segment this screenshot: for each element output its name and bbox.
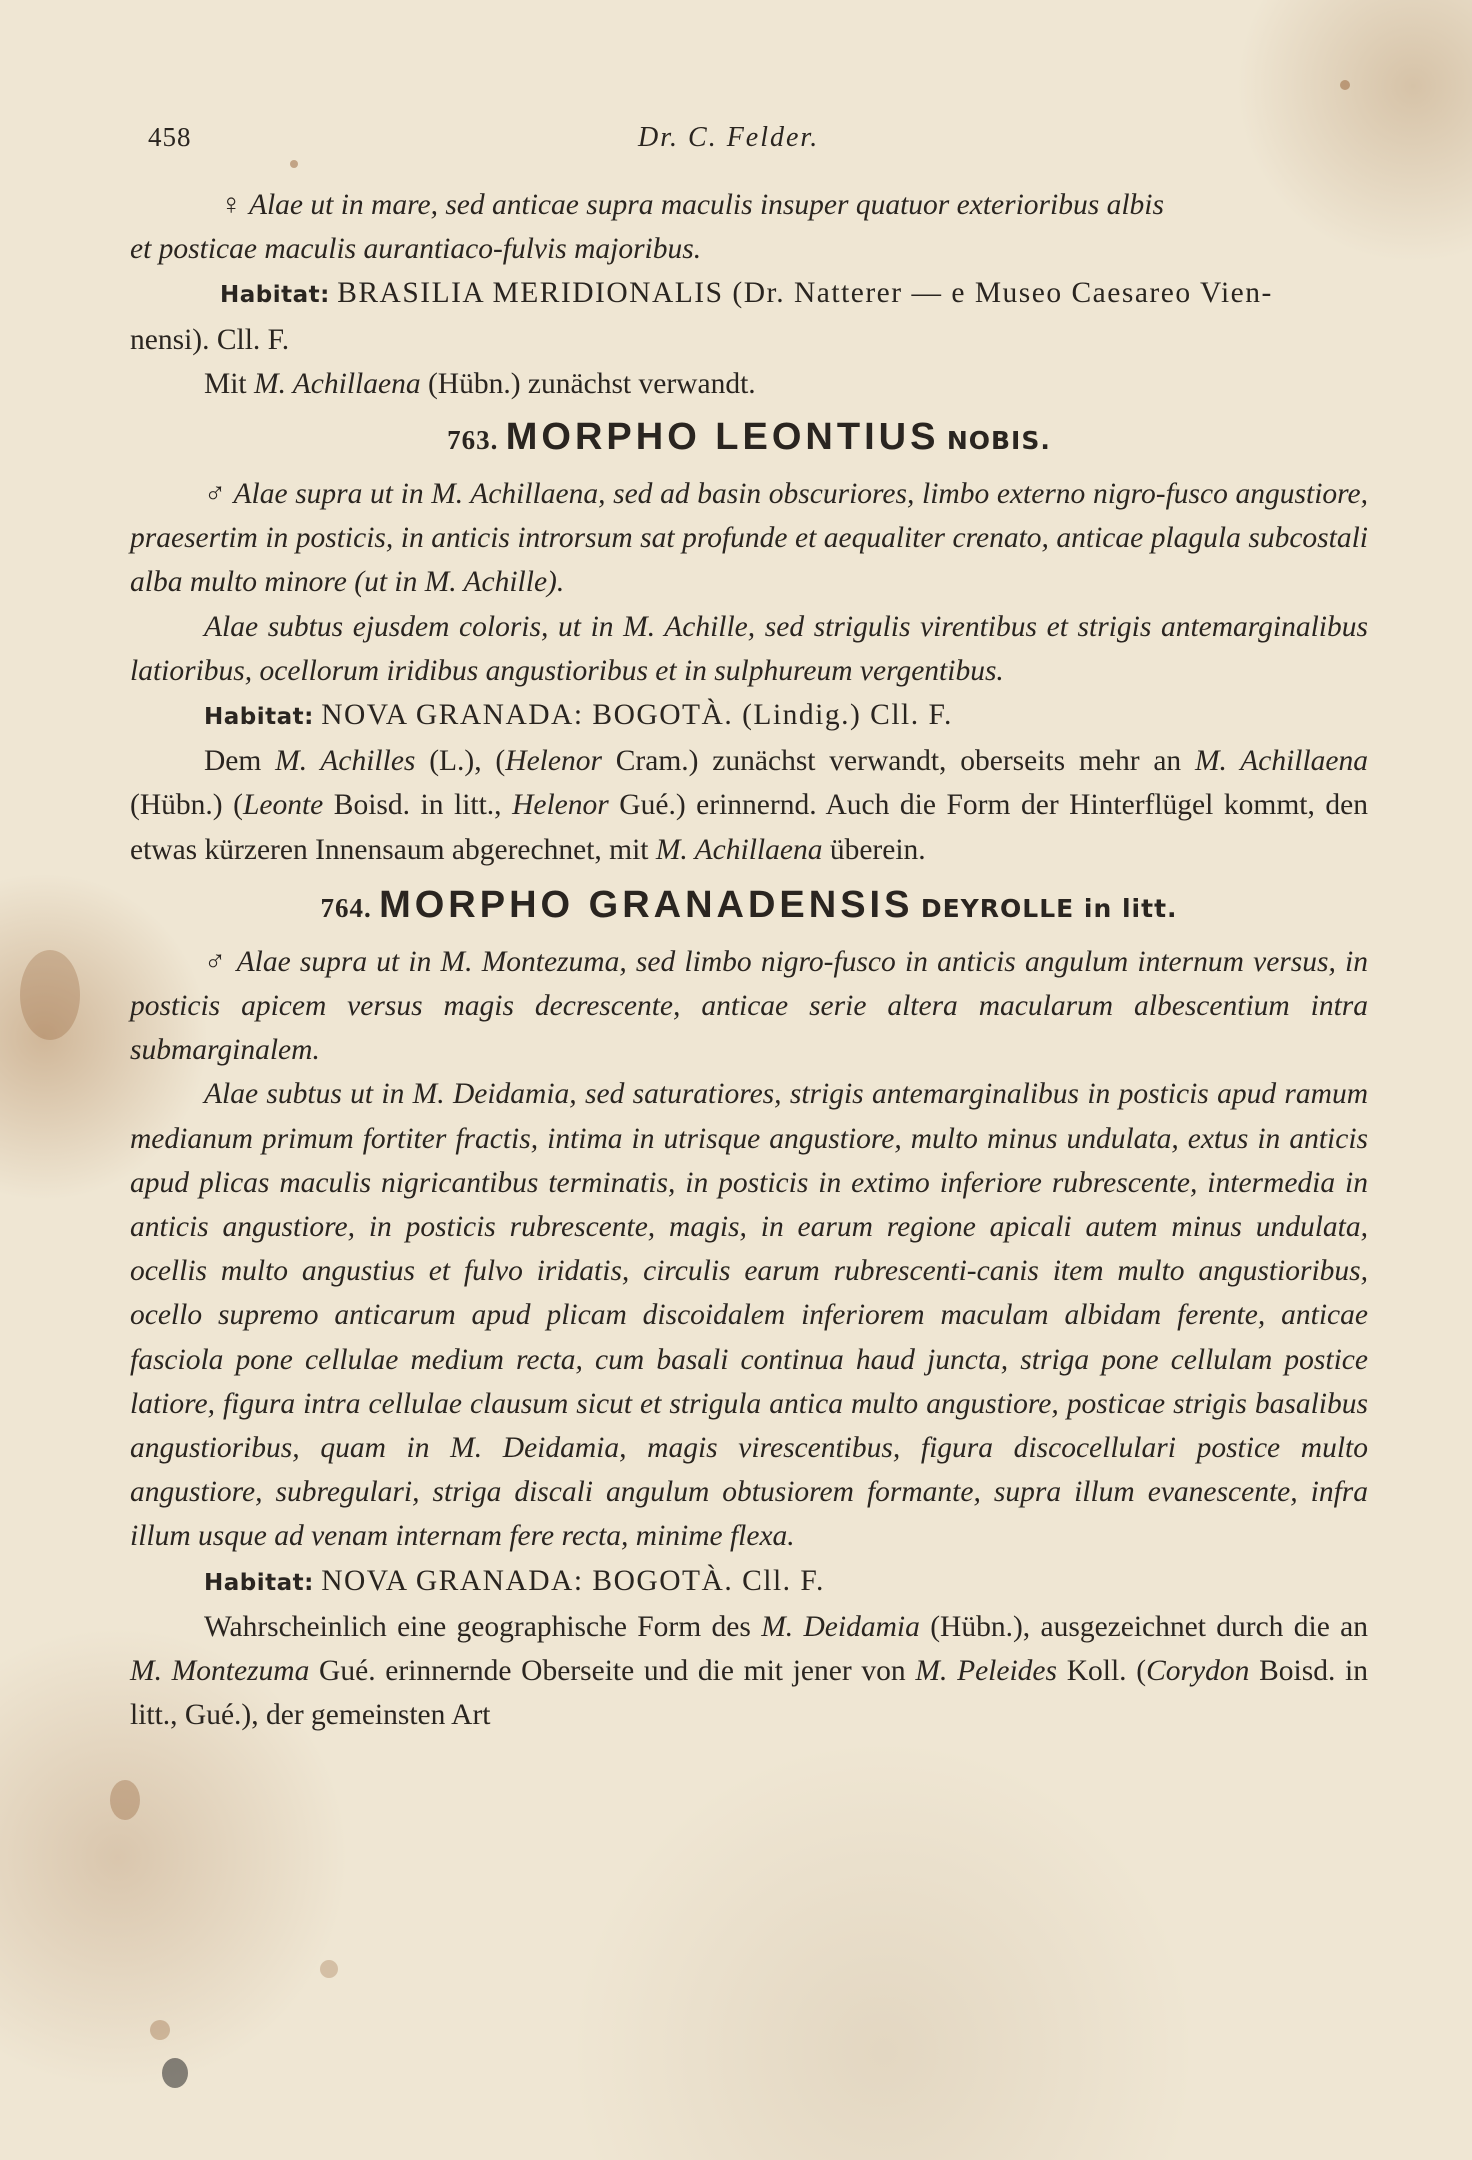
page-header bbox=[148, 122, 1338, 162]
remark-paragraph: Dem M. Achilles (L.), (Helenor Cram.) zunächst verwandt, oberseits mehr an M. Achillaena (Hübn.) (Leonte Boisd. in litt., Helenor Gué.) erinnernd. Auch die Form der Hinterflügel kommt, den etwas kürzeren Innensaum abgerechnet, mit M. Achillaena überein. bbox=[130, 745, 1368, 866]
habitat-line: Habitat: BRASILIA MERIDIONALIS (Dr. Natterer — e Museo Caesareo Vien- nensi). Cll. F. bbox=[130, 277, 1273, 356]
foxing-stain bbox=[320, 1960, 338, 1978]
foxing-stain bbox=[1340, 80, 1350, 90]
female-description: ♀ Alae ut in mare, sed anticae supra maculis insuper quatuor exterioribus albis et posticae maculis aurantiaco-fulvis majoribus. bbox=[130, 189, 1164, 266]
body-text bbox=[130, 183, 1368, 1738]
page-number: 458 bbox=[148, 122, 192, 152]
male-description: ♂ Alae supra ut in M. Montezuma, sed limbo nigro-fusco in anticis angulum internum versus, in posticis apicem versus magis decrescente, anticae serie altera macularum albescentium intra submarginalem. bbox=[130, 945, 1368, 1067]
species-heading: 763. MORPHO LEONTIUS NOBIS. bbox=[447, 416, 1051, 459]
habitat-line: Habitat: NOVA GRANADA: BOGOTÀ. Cll. F. bbox=[204, 1564, 825, 1597]
underside-description: Alae subtus ejusdem coloris, ut in M. Achille, sed strigulis virentibus et strigis antemarginalibus latioribus, ocellorum iridibus angustioribus et in sulphureum vergentibus. bbox=[130, 610, 1368, 687]
running-head: Dr. C. Felder. bbox=[638, 122, 820, 153]
male-description: ♂ Alae supra ut in M. Achillaena, sed ad basin obscuriores, limbo externo nigro-fusco angustiore, praesertim in posticis, in anticis introrsum sat profunde et aequaliter crenato, anticae plagula subcostali alba multo minore (ut in M. Achille). bbox=[130, 478, 1368, 599]
species-heading: 764. MORPHO GRANADENSIS DEYROLLE in litt. bbox=[320, 883, 1178, 926]
foxing-stain bbox=[110, 1780, 140, 1820]
habitat-line: Habitat: NOVA GRANADA: BOGOTÀ. (Lindig.) Cll. F. bbox=[204, 699, 953, 732]
ink-blot bbox=[162, 2058, 188, 2088]
underside-description: Alae subtus ut in M. Deidamia, sed saturatiores, strigis antemarginalibus in posticis apud ramum medianum primum fortiter fractis, intima in utrisque angustiore, multo minus undulata, extus in anticis apud plicas maculis nigricantibus terminatis, in posticis in extimo inferiore rubrescente, intermedia in anticis angustiore, in posticis rubrescente, magis, in earum regione apicali autem minus undulata, ocellis multo angustius et fulvo iridatis, circulis earum rubrescenti-canis item multo angustioribus, ocello supremo anticarum apud plicam discoidalem inferiorem maculam albidam ferente, anticae fasciola pone cellulae medium recta, cum basali continua haud juncta, striga pone cellulam postice latiore, figura intra cellulae clausum sicut et strigula antica multo angustiore, posticae strigis basalibus angustioribus, quam in M. Deidamia, magis virescentibus, figura discocellulari postice multo angustiore, subregulari, striga discali angulum obtusiorem formante, supra illum evanescente, infra illum usque ad venam internam fere recta, minime flexa. bbox=[130, 1078, 1368, 1553]
remark-paragraph: Wahrscheinlich eine geographische Form des M. Deidamia (Hübn.), ausgezeichnet durch die an M. Montezuma Gué. erinnernde Oberseite und die mit jener von M. Peleides Koll. (Corydon Boisd. in litt., Gué.), der gemeinsten Art bbox=[130, 1610, 1368, 1732]
foxing-stain bbox=[20, 950, 80, 1040]
foxing-stain bbox=[150, 2020, 170, 2040]
remark-paragraph: Mit M. Achillaena (Hübn.) zunächst verwandt. bbox=[204, 367, 756, 400]
